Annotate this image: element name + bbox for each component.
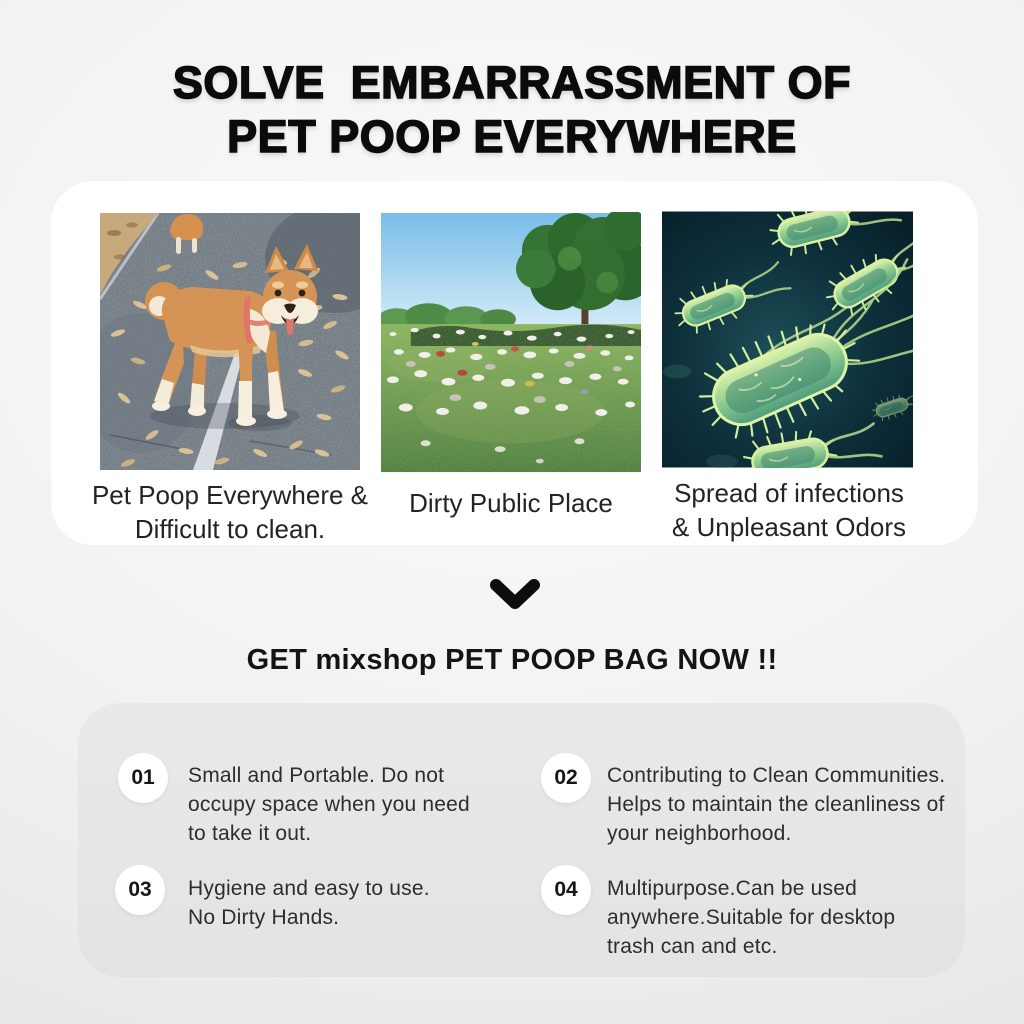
dirty-place-photo	[381, 212, 641, 473]
feature-number-badge-3: 03	[115, 865, 165, 915]
bacteria-photo	[662, 211, 913, 468]
feature-number-badge-2: 02	[541, 753, 591, 803]
dog-photo	[100, 213, 360, 470]
feature-number-badge-4: 04	[541, 865, 591, 915]
chevron-down-icon	[489, 578, 541, 612]
photo-caption-infections: Spread of infections & Unpleasant Odors	[671, 478, 907, 542]
feature-text-4: Multipurpose.Can be used anywhere.Suitable for desktop trash can and etc.	[607, 877, 896, 958]
feature-text-1: Small and Portable. Do not occupy space when you need to take it out.	[188, 764, 470, 845]
cta-heading: GET mixshop PET POOP BAG NOW !!	[246, 644, 778, 676]
feature-text-2: Contributing to Clean Communities. Helps to maintain the cleanliness of your neighborhood.	[607, 764, 946, 845]
feature-number-badge-1: 01	[118, 753, 168, 803]
photo-caption-dirty-place: Dirty Public Place	[409, 488, 613, 518]
feature-text-3: Hygiene and easy to use. No Dirty Hands.	[188, 877, 430, 929]
page-title: SOLVE EMBARRASSMENT OF PET POOP EVERYWHERE	[172, 57, 852, 162]
photo-caption-dog: Pet Poop Everywhere & Difficult to clean.	[91, 480, 369, 544]
